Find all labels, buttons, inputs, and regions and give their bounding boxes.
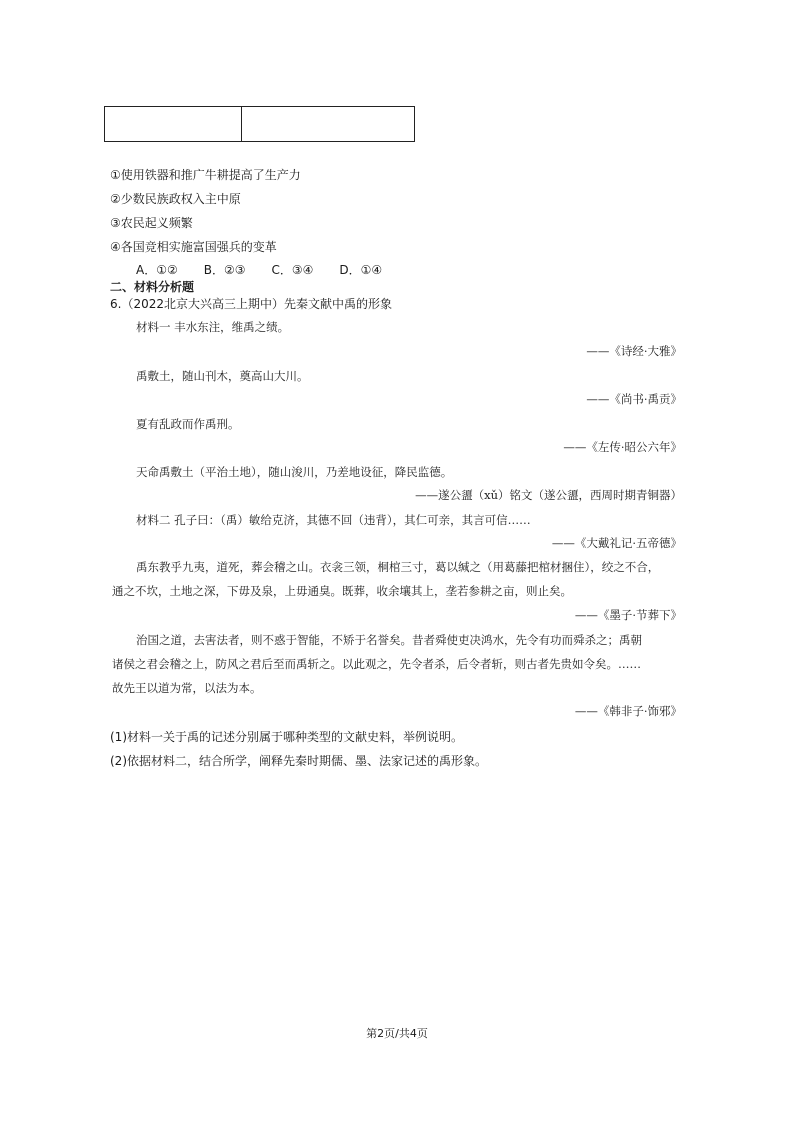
material-line: 夏有乱政而作禹刑。 bbox=[136, 417, 240, 431]
material-line: 材料二 孔子曰：（禹）敏给克济，其德不回（违背），其仁可亲，其言可信…… bbox=[136, 513, 531, 527]
material-line: 故先王以道为常，以法为本。 bbox=[112, 681, 262, 695]
material-line: 治国之道，去害法者，则不惑于智能，不矫于名誉矣。昔者舜使吏决鸿水，先令有功而舜杀之；禹朝 bbox=[136, 633, 642, 647]
material-line: 禹敷土，随山刊木，奠高山大川。 bbox=[136, 369, 309, 383]
source-line: ——《尚书·禹贡》 bbox=[586, 392, 682, 406]
material-line: 诸侯之君会稽之上，防风之君后至而禹斩之。以此观之，先令者杀，后令者斩，则古者先贵如令矣。…… bbox=[112, 657, 641, 671]
source-line: ——遂公盨（xǔ）铭文（遂公盨，西周时期青铜器） bbox=[415, 488, 682, 502]
material-line: 通之不坎，土地之深，下毋及泉，上毋通臭。既葬，收余壤其上，垄若参耕之亩，则止矣。 bbox=[112, 584, 572, 598]
material-line: 禹东教乎九夷，道死，葬会稽之山。衣衾三领，桐棺三寸，葛以缄之（用葛藤把棺材捆住），绞之不合， bbox=[136, 560, 660, 574]
page-footer: 第2页/共4页 bbox=[366, 1027, 428, 1040]
choice-row bbox=[136, 261, 408, 278]
section-heading: 二、材料分析题 bbox=[110, 280, 195, 294]
table-divider bbox=[241, 107, 242, 141]
option-3: ③农民起义频繁 bbox=[110, 216, 193, 230]
option-1: ①使用铁器和推广牛耕提高了生产力 bbox=[110, 168, 301, 182]
source-line: ——《诗经·大雅》 bbox=[586, 344, 682, 358]
choice-c[interactable]: C．③④ bbox=[271, 263, 314, 277]
option-4: ④各国竞相实施富国强兵的变革 bbox=[110, 240, 277, 254]
source-line: ——《墨子·节葬下》 bbox=[574, 608, 682, 622]
source-line: ——《左传·昭公六年》 bbox=[563, 440, 682, 454]
question-title: 6.（2022北京大兴高三上期中）先秦文献中禹的形象 bbox=[110, 297, 392, 311]
source-line: ——《大戴礼记·五帝德》 bbox=[551, 536, 682, 550]
choice-d[interactable]: D．①④ bbox=[339, 263, 383, 277]
sub-question-1: (1)材料一关于禹的记述分别属于哪种类型的文献史料，举例说明。 bbox=[110, 730, 464, 744]
sub-question-2: (2)依据材料二，结合所学，阐释先秦时期儒、墨、法家记述的禹形象。 bbox=[110, 754, 488, 768]
source-line: ——《韩非子·饰邪》 bbox=[574, 704, 682, 718]
answer-table bbox=[104, 106, 415, 142]
option-2: ②少数民族政权入主中原 bbox=[110, 192, 241, 206]
material-line: 材料一 丰水东注，维禹之绩。 bbox=[136, 320, 290, 334]
material-line: 天命禹敷土（平治土地），随山浚川，乃差地设征，降民监德。 bbox=[136, 465, 453, 479]
choice-b[interactable]: B．②③ bbox=[203, 263, 246, 277]
choice-a[interactable]: A．①② bbox=[136, 263, 178, 277]
